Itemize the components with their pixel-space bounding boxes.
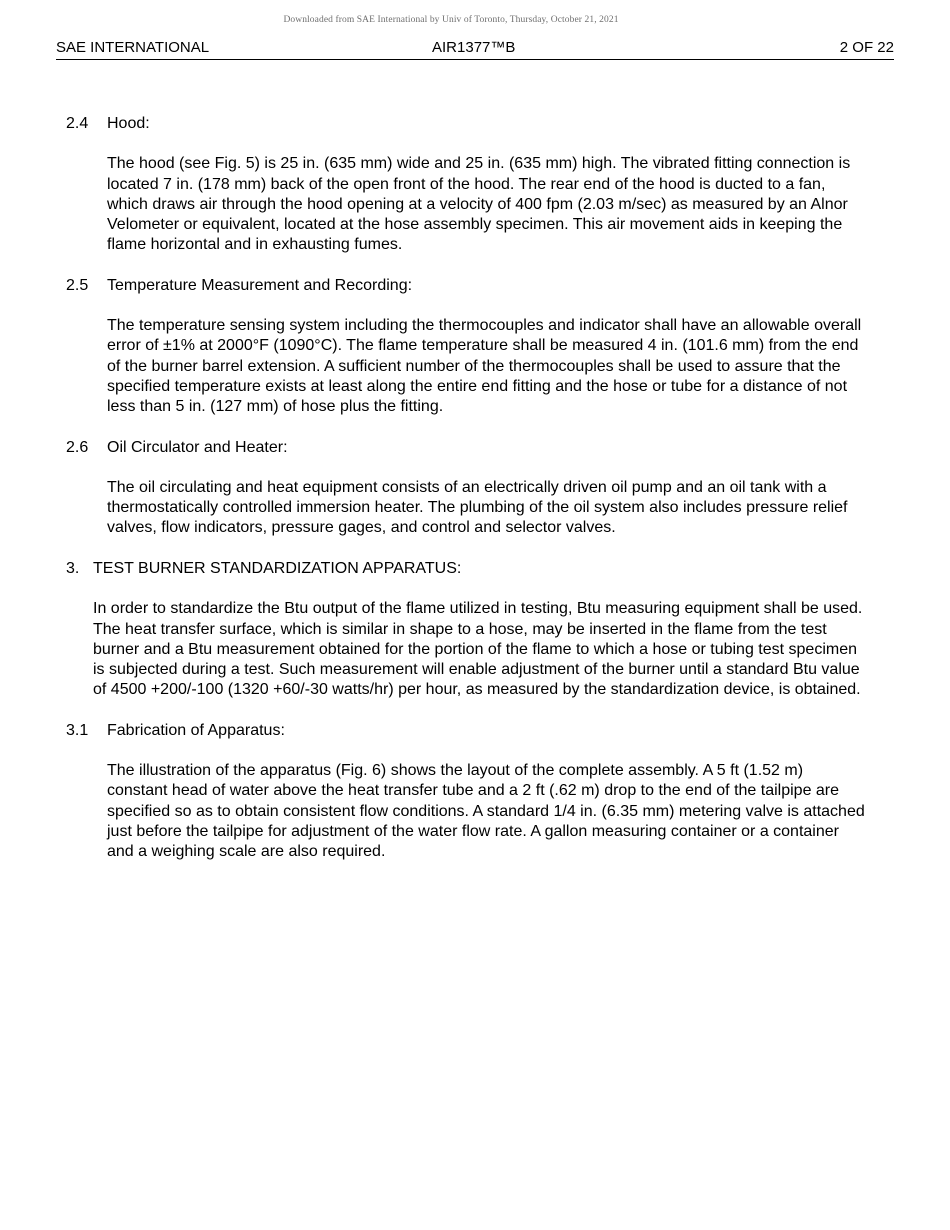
document-body: [66, 114, 866, 883]
section-2-4: [66, 114, 866, 255]
paragraph-text: The temperature sensing system including the thermocouples and indicator shall have an allowable overall error of ±1% at 2000°F (1090°C). The flame temperature shall be measured 4 in. (101.6 mm) from the end of the burner barrel extension. A sufficient number of the thermocouples shall be used to assure that the specified temperature exists at least along the entire end fitting and the hose or tube for a distance of not less than 5 in. (127 mm) of hose plus the fitting.: [107, 317, 862, 415]
section-title: Fabrication of Apparatus:: [107, 721, 285, 739]
section-paragraph: [107, 316, 867, 417]
section-heading: [66, 276, 866, 296]
section-number: 2.4: [66, 115, 89, 132]
section-3: [66, 559, 866, 700]
section-title: TEST BURNER STANDARDIZATION APPARATUS:: [93, 559, 462, 577]
section-heading: [66, 559, 866, 579]
header-document-id: AIR1377™B: [432, 39, 516, 56]
section-heading: [66, 438, 866, 458]
section-paragraph: [107, 478, 867, 539]
section-number: 3.: [66, 559, 80, 577]
section-heading: [66, 721, 866, 741]
paragraph-text: In order to standardize the Btu output of the flame utilized in testing, Btu measuring equipment shall be used. The heat transfer surface, which is similar in shape to a hose, may be inserted in the flame from the test burner and a Btu measurement obtained for the portion of the flame to which a hose or tubing test specimen is subjected during a test. Such measurement will enable adjustment of the burner until a standard Btu value of 4500 +200/-100 (1320 +60/-30 watts/hr) per hour, as measured by the standardization device, is obtained.: [93, 600, 863, 699]
section-title: Oil Circulator and Heater:: [107, 438, 288, 456]
section-title: Hood:: [107, 115, 150, 132]
section-paragraph: [93, 599, 867, 700]
paragraph-text: The oil circulating and heat equipment consists of an electrically driven oil pump and an oil tank with a thermostatically controlled immersion heater. The plumbing of the oil system also includes pressure relief valves, flow indicators, pressure gages, and control and selector valves.: [107, 478, 848, 537]
header-organization: SAE INTERNATIONAL: [56, 39, 210, 56]
header-page-number: 2 OF 22: [839, 39, 894, 56]
download-watermark: Downloaded from SAE International by Univ of Toronto, Thursday, October 21, 2021: [283, 15, 619, 25]
section-title: Temperature Measurement and Recording:: [107, 276, 413, 294]
paragraph-text: The hood (see Fig. 5) is 25 in. (635 mm) wide and 25 in. (635 mm) high. The vibrated fitting connection is located 7 in. (178 mm) back of the open front of the hood. The rear end of the hood is ducted to a fan, which draws air through the hood opening at a velocity of 400 fpm (2.03 m/sec) as measured by an Alnor Velometer or equivalent, located at the hose assembly specimen. This air movement aids in keeping the flame horizontal and in exhausting fumes.: [107, 155, 851, 254]
section-number: 3.1: [66, 721, 89, 739]
section-number: 2.6: [66, 438, 89, 456]
section-paragraph: [107, 761, 867, 862]
section-heading: [66, 114, 866, 134]
section-paragraph: [107, 154, 867, 255]
paragraph-text: The illustration of the apparatus (Fig. 6) shows the layout of the complete assembly. A 5 ft (1.52 m) constant head of water above the heat transfer tube and a 2 ft (.62 m) drop to the end of the tailpipe are specified so as to obtain consistent flow conditions. A standard 1/4 in. (6.35 mm) metering valve is attached just before the tailpipe for adjustment of the water flow rate. A gallon measuring container or a container and a weighing scale are also required.: [107, 762, 865, 860]
section-3-1: [66, 721, 866, 862]
section-2-6: [66, 438, 866, 539]
section-number: 2.5: [66, 276, 89, 294]
running-header: [56, 38, 894, 60]
section-2-5: [66, 276, 866, 417]
